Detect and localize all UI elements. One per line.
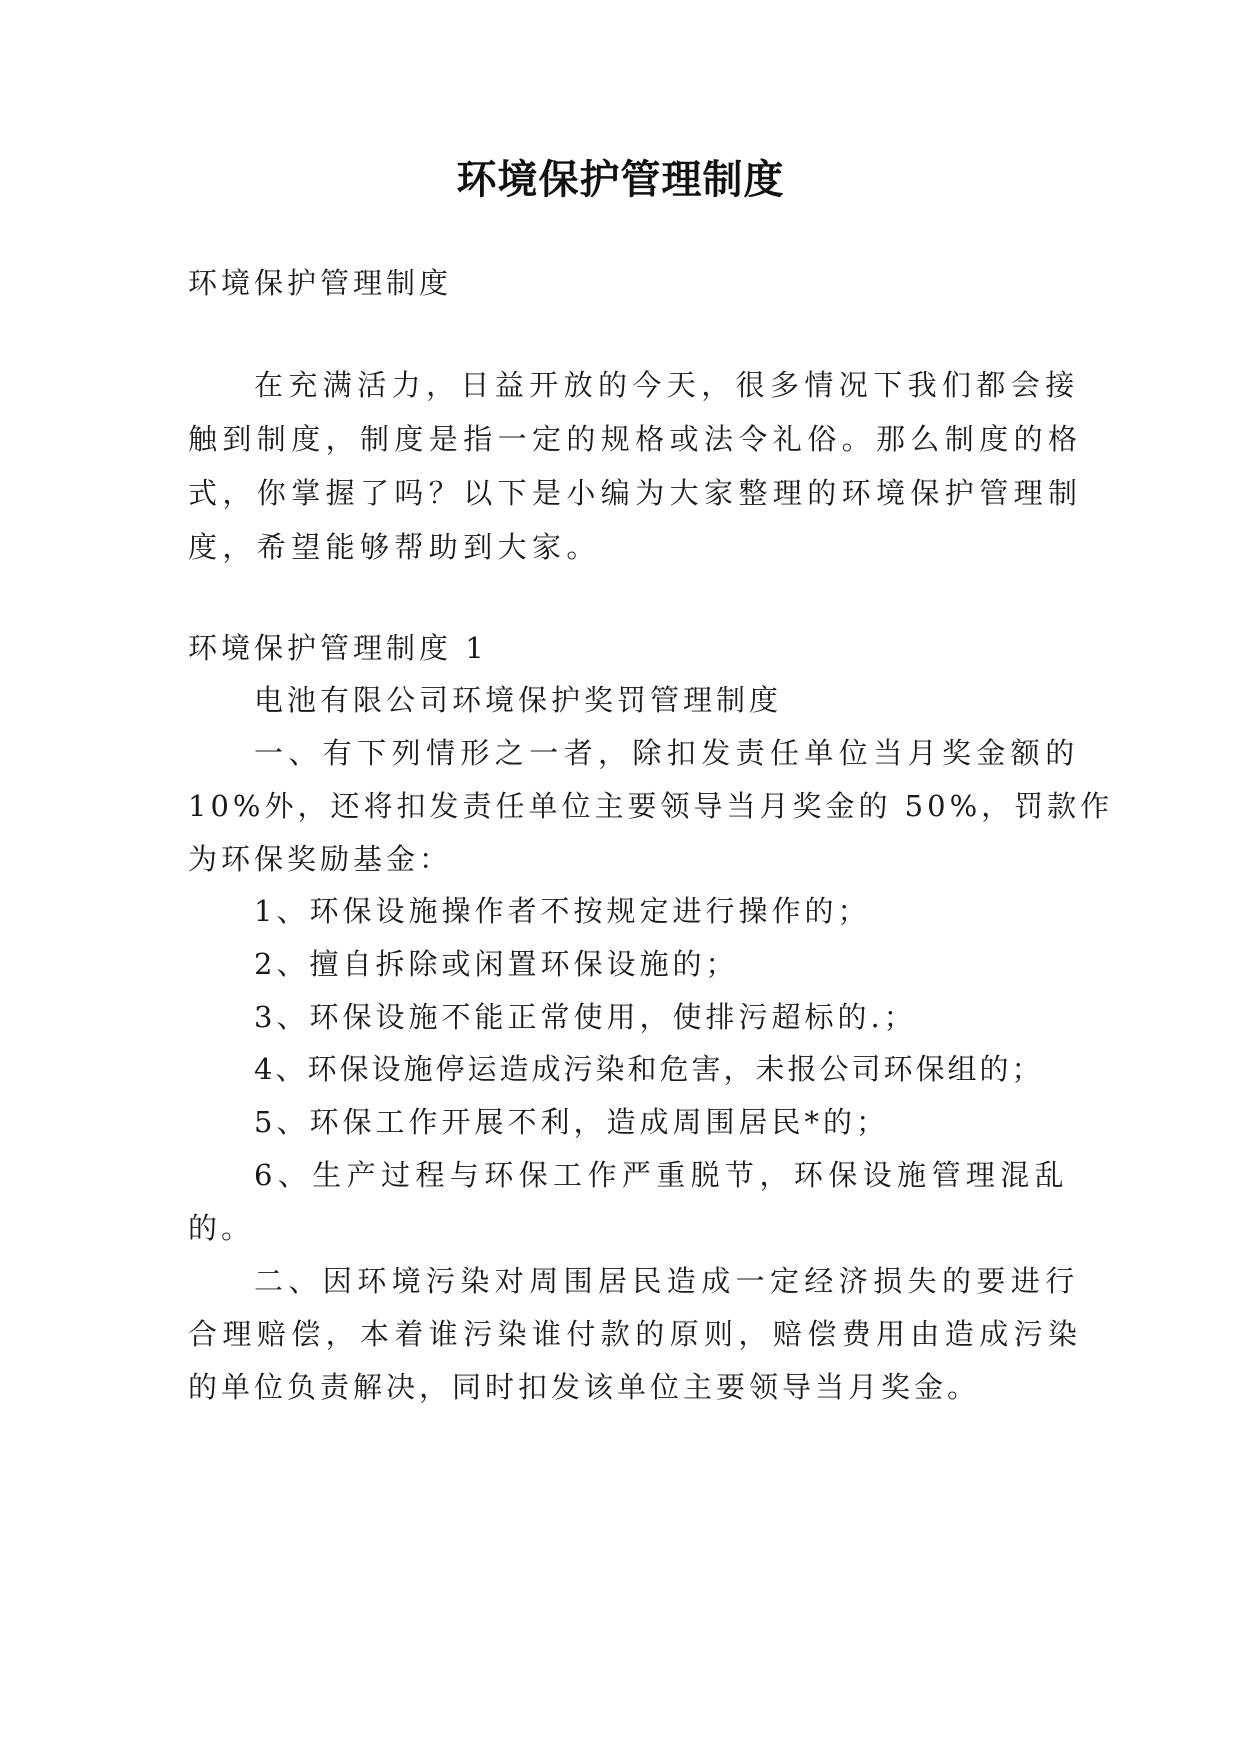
list-item: 4、环保设施停运造成污染和危害，未报公司环保组的；	[254, 1052, 1044, 1086]
clause-line: 为环保奖励基金：	[188, 842, 453, 876]
list-item: 2、擅自拆除或闲置环保设施的；	[254, 947, 739, 981]
clause-line: 合理赔偿，本着谁污染谁付款的原则，赔偿费用由造成污染	[188, 1317, 1083, 1351]
clause-line: 二、因环境污染对周围居民造成一定经济损失的要进行	[254, 1264, 1080, 1298]
document-subtitle: 环境保护管理制度	[188, 266, 453, 300]
clause-line: 一、有下列情形之一者，除扣发责任单位当月奖金额的	[254, 736, 1080, 770]
intro-line: 触到制度，制度是指一定的规格或法令礼俗。那么制度的格	[188, 422, 1083, 456]
section-heading: 环境保护管理制度 1	[188, 631, 488, 665]
list-item: 1、环保设施操作者不按规定进行操作的；	[254, 894, 871, 928]
clause-line: 10%外，还将扣发责任单位主要领导当月奖金的 50%，罚款作	[188, 789, 1114, 823]
intro-line: 在充满活力，日益开放的今天，很多情况下我们都会接	[254, 368, 1080, 402]
list-item: 6、生产过程与环保工作严重脱节，环保设施管理混乱	[254, 1158, 1070, 1192]
list-item: 3、环保设施不能正常使用，使排污超标的.；	[254, 1000, 917, 1034]
list-item: 5、环保工作开展不利，造成周围居民*的；	[254, 1105, 889, 1139]
document-title: 环境保护管理制度	[456, 157, 785, 203]
intro-line: 度，希望能够帮助到大家。	[188, 530, 601, 564]
clause-line: 的单位负责解决，同时扣发该单位主要领导当月奖金。	[188, 1370, 981, 1404]
section-title: 电池有限公司环境保护奖罚管理制度	[254, 683, 783, 717]
list-item: 的。	[188, 1211, 255, 1245]
intro-line: 式，你掌握了吗？以下是小编为大家整理的环境保护管理制	[188, 476, 1083, 510]
